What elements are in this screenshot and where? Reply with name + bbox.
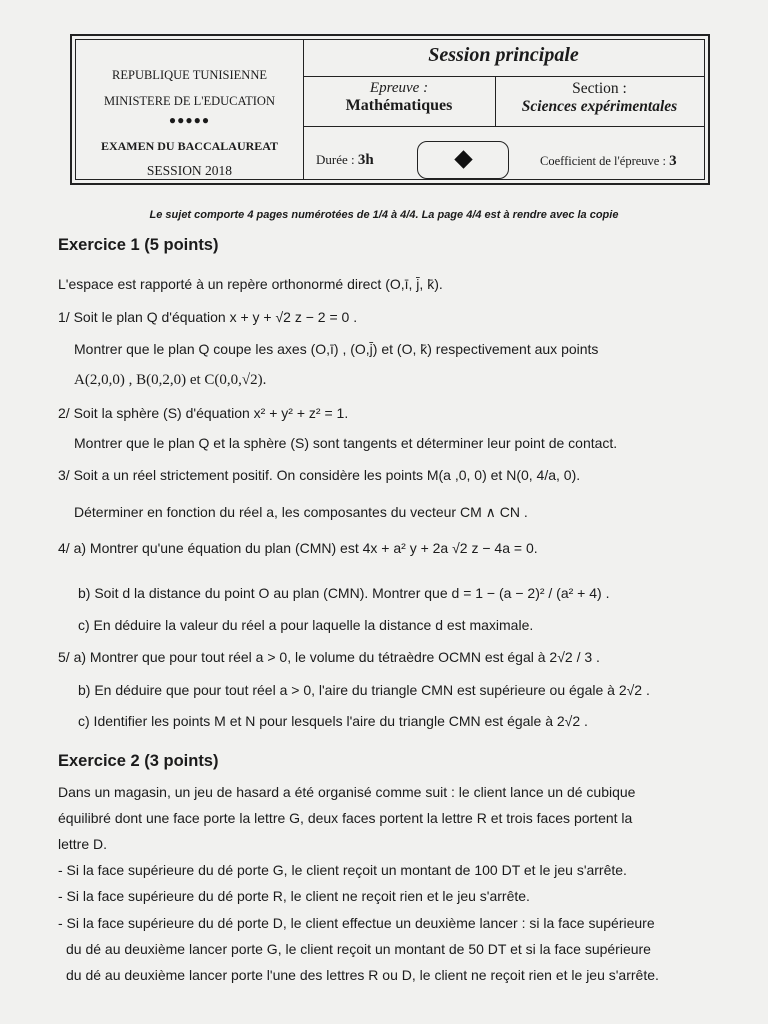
separator-dots: ●●●●●	[168, 113, 211, 127]
exam-name: EXAMEN DU BACCALAUREAT	[100, 139, 279, 153]
section-value: Sciences expérimentales	[521, 98, 678, 115]
ex1-line-2: 1/ Soit le plan Q d'équation x + y + √2 z − 2 = 0 .	[58, 309, 358, 325]
ex2-para-line-3: lettre D.	[58, 836, 108, 852]
ex1-line-9: 4/ a) Montrer qu'une équation du plan (CMN) est 4x + a² y + 2a √2 z − 4a = 0.	[58, 540, 538, 556]
diamond-icon	[454, 150, 472, 168]
ex1-line-6: Montrer que le plan Q et la sphère (S) sont tangents et déterminer leur point de contact.	[74, 435, 618, 451]
ex2-bullet-3-line-1: - Si la face supérieure du dé porte D, le client effectue un deuxième lancer : si la face supérieure	[58, 915, 655, 931]
duration-value: 3h	[357, 152, 374, 168]
session-title: Session principale	[428, 44, 579, 66]
duration-label: Durée :	[316, 152, 358, 167]
duration	[316, 152, 374, 169]
diamond-frame	[417, 141, 509, 179]
page-note: Le sujet comporte 4 pages numérotées de 1/4 à 4/4. La page 4/4 est à rendre avec la copie	[149, 209, 619, 221]
ex1-line-12: 5/ a) Montrer que pour tout réel a > 0, le volume du tétraèdre OCMN est égal à 2√2 / 3 .	[58, 649, 600, 665]
ex1-line-4: A(2,0,0) , B(0,2,0) et C(0,0,√2).	[74, 372, 267, 388]
ex1-line-13: b) En déduire que pour tout réel a > 0, l'aire du triangle CMN est supérieure ou égale à 2√2 .	[78, 682, 650, 698]
exam-header	[70, 34, 710, 185]
ex2-para-line-1: Dans un magasin, un jeu de hasard a été organisé comme suit : le client lance un dé cubique	[58, 784, 636, 800]
ex2-bullet-3-line-3: du dé au deuxième lancer porte l'une des lettres R ou D, le client ne reçoit rien et le jeu s'arrête.	[66, 967, 659, 983]
coefficient-value: 3	[669, 153, 677, 169]
section-cell	[495, 80, 704, 116]
header-inner-frame	[75, 39, 705, 180]
coefficient-label: Coefficient de l'épreuve :	[540, 154, 670, 168]
ex2-bullet-1: - Si la face supérieure du dé porte G, le client reçoit un montant de 100 DT et le jeu s'arrête.	[58, 862, 627, 878]
exercise-1-title: Exercice 1 (5 points)	[58, 236, 219, 254]
ex1-line-10: b) Soit d la distance du point O au plan (CMN). Montrer que d = 1 − (a − 2)² / (a² + 4) .	[78, 585, 610, 601]
session-year: SESSION 2018	[146, 163, 233, 178]
ex1-line-3: Montrer que le plan Q coupe les axes (O,ī) , (O,j̄) et (O, k̄) respectivement aux points	[74, 341, 599, 357]
epreuve-value: Mathématiques	[345, 97, 453, 114]
ex1-line-11: c) En déduire la valeur du réel a pour laquelle la distance d est maximale.	[78, 617, 534, 633]
epreuve-cell	[303, 80, 495, 115]
ministry-name: MINISTERE DE L'EDUCATION	[104, 94, 275, 108]
section-label: Section :	[572, 80, 627, 97]
coefficient	[540, 153, 677, 170]
ex2-bullet-2: - Si la face supérieure du dé porte R, le client ne reçoit rien et le jeu s'arrête.	[58, 888, 530, 904]
ex1-line-1: L'espace est rapporté à un repère orthonormé direct (O,ī, j̄, k̄).	[58, 276, 443, 292]
ex1-line-14: c) Identifier les points M et N pour lesquels l'aire du triangle CMN est égale à 2√2 .	[78, 713, 588, 729]
ex1-line-8: Déterminer en fonction du réel a, les composantes du vecteur CM ∧ CN .	[74, 504, 528, 520]
ex1-line-5: 2/ Soit la sphère (S) d'équation x² + y² + z² = 1.	[58, 405, 349, 421]
ex2-bullet-3-line-2: du dé au deuxième lancer porte G, le client reçoit un montant de 50 DT et si la face supérieure	[66, 941, 651, 957]
epreuve-label: Epreuve :	[369, 80, 429, 96]
exercise-2-title: Exercice 2 (3 points)	[58, 752, 219, 770]
country-name: REPUBLIQUE TUNISIENNE	[112, 68, 267, 82]
ex2-para-line-2: équilibré dont une face porte la lettre G, deux faces portent la lettre R et trois faces portent la	[58, 810, 633, 826]
ex1-line-7: 3/ Soit a un réel strictement positif. On considère les points M(a ,0, 0) et N(0, 4/a, 0).	[58, 467, 581, 483]
